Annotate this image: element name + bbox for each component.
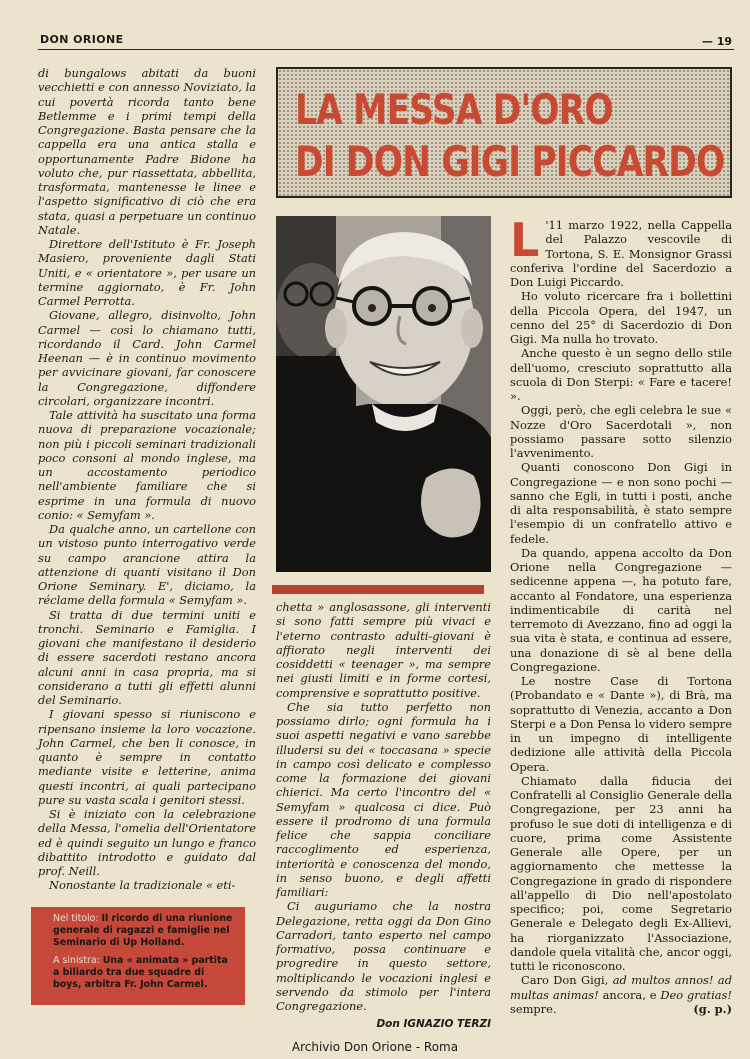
paragraph: I giovani spesso si riuniscono e ripensano insieme la loro vocazione. John Carmel, che ben li conosce, in quanto è sempre in contatto mediante visite e letterine, anima questi incontri, ai quali partecipano pure su vasta scala i genitori stessi. bbox=[38, 707, 256, 807]
paragraph: Oggi, però, che egli celebra le sue « Nozze d'Oro Sacerdotali », non possiamo passare sotto silenzio l'avvenimento. bbox=[510, 403, 732, 460]
author-initials: (g. p.) bbox=[693, 1001, 732, 1016]
article-title-line-1: LA MESSA D'ORO bbox=[295, 85, 613, 134]
article-column-3 bbox=[510, 213, 732, 1016]
paragraph: Da qualche anno, un cartellone con un vistoso punto interrogativo verde su campo arancione attira la attenzione di quanti visitano il Don Orione Seminary. E', diciamo, la réclame della formula « Semyfam ». bbox=[38, 522, 256, 608]
paragraph bbox=[510, 973, 732, 1016]
magazine-name: DON ORIONE bbox=[40, 33, 124, 46]
priest-portrait-image bbox=[276, 216, 491, 572]
header-rule bbox=[38, 49, 734, 50]
caption-text: Il ricordo di una riunione generale di ragazzi e famiglie nel Seminario di Up Holland. bbox=[53, 913, 233, 948]
caption-title bbox=[53, 913, 235, 949]
article-title-line-2: DI DON GIGI PICCARDO bbox=[295, 137, 725, 186]
caption-text: Una « animata » partita a biliardo tra due squadre di boys, arbitra Fr. John Carmel. bbox=[53, 955, 228, 990]
photo-caption-box bbox=[31, 907, 245, 1005]
author-signature: Don IGNAZIO TERZI bbox=[376, 1018, 491, 1031]
paragraph: Le nostre Case di Tortona (Probandato e « Dante »), di Brà, ma soprattutto di Venezia, accanto a Don Sterpi e a Don Pensa lo videro sempre in un impegno di intelligente dedizione alle attività della Piccola Opera. bbox=[510, 674, 732, 774]
paragraph: di bungalows abitati da buoni vecchietti e con annesso Noviziato, la cui povertà ricorda tanto bene Betlemme e i primi tempi della Congregazione. Basta pensare che la cappella era una antica stalla e opportunamente Padre Bidone ha voluto che, pur riassettata, abbellita, trasformata, mantenesse le linee e l'aspetto significativo di ciò che era stata, quasi a perpetuare un continuo Natale. bbox=[38, 66, 256, 237]
article-title-box bbox=[276, 67, 732, 198]
text: Caro Don Gigi, bbox=[521, 973, 609, 988]
paragraph-text: '11 marzo 1922, nella Cappella del Palazzo vescovile di Tortona, S. E. Monsignor Grassi conferiva l'ordine del Sacerdozio a Don Luigi Piccardo. bbox=[510, 218, 732, 289]
paragraph: Chiamato dalla fiducia dei Confratelli al Consiglio Generale della Congregazione, per 23 anni ha profuso le sue doti di intelligenza e di cuore, prima come Assistente Generale alle Opere, per un aggiornamento che mettesse la Congregazione in grado di rispondere all'appello di Dio nell'apostolato specifico; poi, come Segretario Generale e Delegato degli Ex-Allievi, ha riorganizzato l'Associazione, dandole quela vitalità che, ancor oggi, tutti le riconoscono. bbox=[510, 773, 732, 973]
paragraph: Giovane, allegro, disinvolto, John Carmel — così lo chiamano tutti, ricordando il Card. John Carmel Heenan — è in continuo movimento per avvicinare giovani, far conoscere la Congregazione, diffondere circolari, organizzare incontri. bbox=[38, 308, 256, 408]
paragraph: Tale attività ha suscitato una forma nuova di preparazione vocazionale; non più i piccoli seminari tradizionali poco consoni al mondo inglese, ma un accostamento periodico nell'ambiente familiare che si esprime in una formula di nuovo conio: « Semyfam ». bbox=[38, 408, 256, 522]
caption-left bbox=[53, 955, 235, 991]
article-column-1 bbox=[38, 66, 256, 893]
paragraph: Si tratta di due termini uniti e tronchi. Seminario e Famiglia. I giovani che manifestano il desiderio di essere sacerdoti restano ancora alcuni anni in casa propria, ma si considerano a tutti gli effetti alunni del Seminario. bbox=[38, 607, 256, 707]
paragraph: Ho voluto ricercare fra i bollettini della Piccola Opera, del 1947, un cenno del 25° di Sacerdozio di Don Gigi. Ma nulla ho trovato. bbox=[510, 289, 732, 346]
drop-cap: L bbox=[510, 213, 540, 267]
page-number: — 19 bbox=[701, 35, 732, 48]
paragraph bbox=[510, 213, 732, 289]
paragraph: Anche questo è un segno dello stile dell'uomo, cresciuto soprattutto alla scuola di Don Sterpi: « Fare e tacere! ». bbox=[510, 346, 732, 403]
paragraph: Nonostante la tradizionale « eti- bbox=[49, 878, 236, 893]
caption-label: Nel titolo: bbox=[53, 913, 99, 924]
text: Deo gratias! bbox=[660, 987, 732, 1002]
paragraph: Da quando, appena accolto da Don Orione nella Congregazione — sedicenne appena —, ha potuto fare, accanto al Fondatore, una esperienza indimenticabile di carità nel terremoto di Avezzano, fino ad oggi la sua vita è stata, e continua ad essere, una donazione di sè al bene della Congregazione. bbox=[510, 545, 732, 674]
caption-label: A sinistra: bbox=[53, 955, 100, 966]
paragraph: Si è iniziato con la celebrazione della Messa, l'omelia dell'Orientatore ed è quindi seguito un lungo e franco dibattito introdotto e guidato dal prof. Neill. bbox=[38, 807, 256, 878]
paragraph: chetta » anglosassone, gli interventi si sono fatti sempre più vivaci e l'eterno contrasto adulti-giovani è affiorato negli interventi dei cosiddetti « teenager », ma sempre nei giusti limiti e in forme cortesi, comprensive e soprattutto positive. bbox=[276, 600, 491, 700]
paragraph: Che sia tutto perfetto non possiamo dirlo; ogni formula ha i suoi aspetti negativi e vano sarebbe illudersi su dei « toccasana » specie in campo così delicato e complesso come la formazione dei giovani chierici. Ma certo l'incontro del « Semyfam » qualcosa ci dice. Può essere il prodromo di una formula felice che sappia conciliare raccoglimento ed esperienza, interiorità e conoscenza del mondo, in senso buono, e degli affetti familiari: bbox=[276, 699, 491, 899]
archive-watermark: Archivio Don Orione - Roma bbox=[291, 1040, 459, 1054]
paragraph: Direttore dell'Istituto è Fr. Joseph Masiero, proveniente dagli Stati Uniti, e « orientatore », per usare un termine aggiornato, è Fr. John Carmel Perrotta. bbox=[38, 237, 256, 308]
text: sempre. bbox=[510, 1001, 557, 1016]
article-column-2 bbox=[276, 600, 491, 1032]
paragraph: Ci auguriamo che la nostra Delegazione, retta oggi da Don Gino Carradori, tanto esperto nel campo formativo, possa continuare e progredire in questo settore, moltiplicando le vocazioni inglesi e servendo da stimolo per l'intera Congregazione. bbox=[276, 899, 491, 1013]
text: ad multos annos! ad multas animas! bbox=[510, 973, 732, 1002]
paragraph: Quanti conoscono Don Gigi in Congregazione — e non sono pochi — sanno che Egli, in tutti i posti, anche di alta responsabilità, è stato sempre l'esempio di un confratello attivo e fedele. bbox=[510, 460, 732, 546]
text: ancora, e bbox=[602, 987, 657, 1002]
red-divider-bar bbox=[272, 585, 484, 594]
portrait-photo bbox=[276, 216, 491, 572]
